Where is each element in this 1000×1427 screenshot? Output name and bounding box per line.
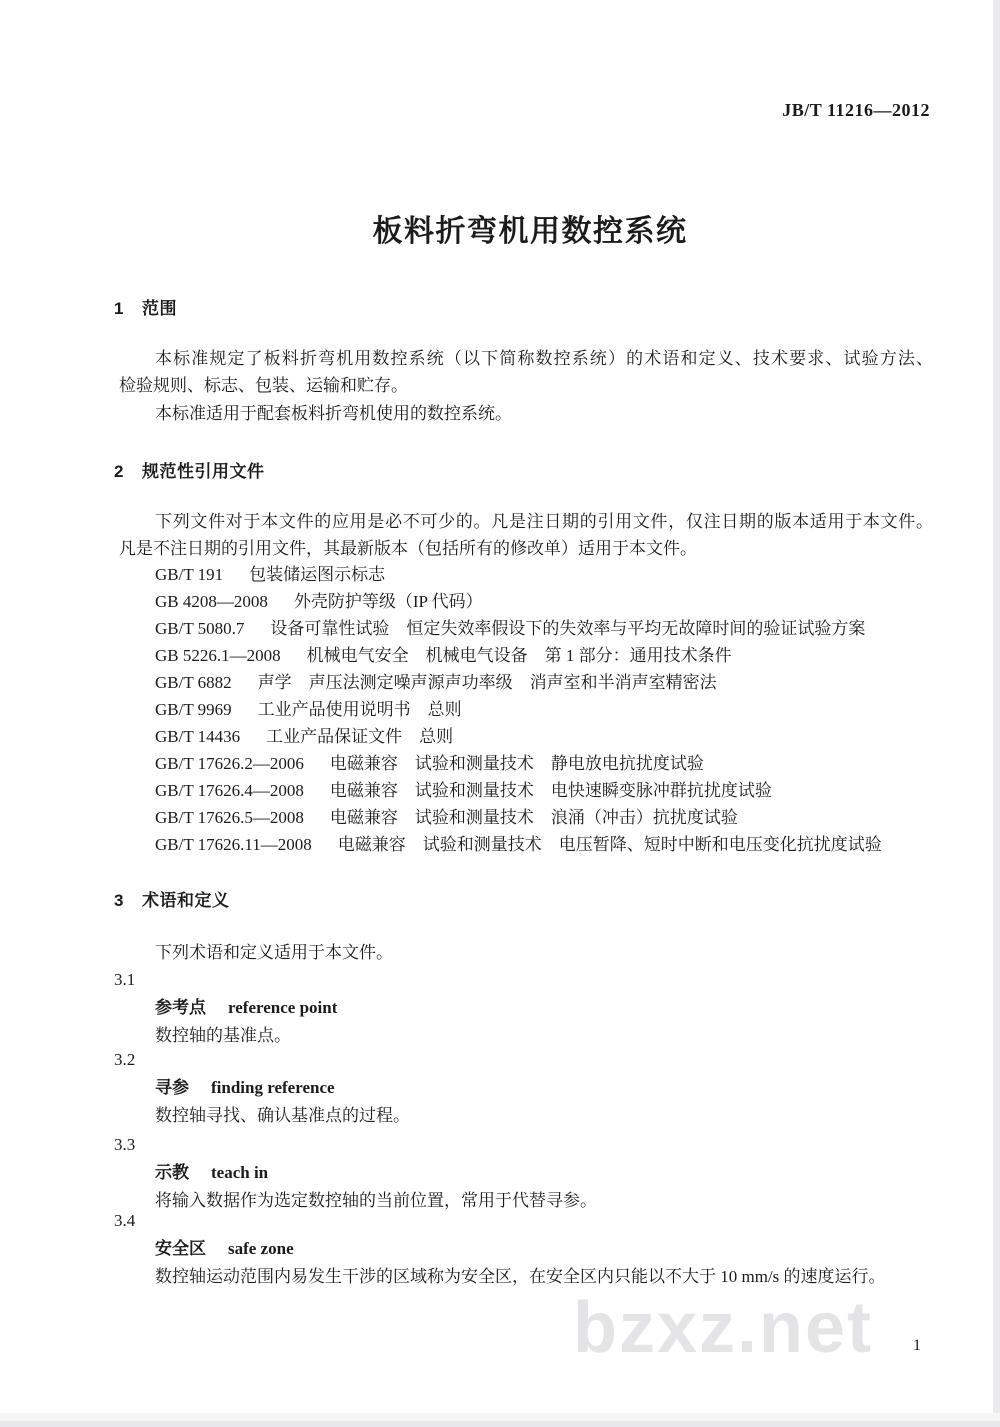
section-1-paragraph-2: 本标准适用于配套板料折弯机使用的数控系统。 bbox=[155, 404, 512, 423]
section-3-number: 3 bbox=[114, 891, 124, 910]
reference-code: GB/T 9969 bbox=[155, 700, 232, 719]
term-definition-text: 数控轴的基准点。 bbox=[155, 1026, 291, 1045]
section-3-title: 术语和定义 bbox=[141, 891, 230, 910]
reference-code: GB/T 17626.5—2008 bbox=[155, 808, 304, 827]
term-name-en: reference point bbox=[228, 998, 338, 1017]
section-1-title: 范围 bbox=[141, 299, 177, 318]
term-name bbox=[0, 1159, 960, 1187]
reference-code: GB/T 17626.4—2008 bbox=[155, 781, 304, 800]
term-name-zh: 参考点 bbox=[155, 998, 206, 1017]
scan-edge-bottom bbox=[0, 1421, 1000, 1427]
reference-code: GB/T 14436 bbox=[155, 727, 241, 746]
term-number: 3.4 bbox=[114, 1211, 136, 1230]
paragraph-line: 检验规则、标志、包装、运输和贮存。 bbox=[119, 376, 408, 395]
term-number: 3.1 bbox=[114, 970, 136, 989]
reference-title: 设备可靠性试验 恒定失效率假设下的失效率与平均无故障时间的验证试验方案 bbox=[270, 619, 866, 638]
reference-title: 电磁兼容 试验和测量技术 电快速瞬变脉冲群抗扰度试验 bbox=[329, 781, 772, 800]
paragraph-line: 本标准规定了板料折弯机用数控系统（以下简称数控系统）的术语和定义、技术要求、试验方法、 bbox=[155, 349, 933, 368]
term-name-zh: 示教 bbox=[155, 1163, 189, 1182]
reference-item bbox=[155, 615, 955, 642]
term-definition-text: 数控轴寻找、确认基准点的过程。 bbox=[155, 1106, 410, 1125]
reference-item bbox=[155, 750, 955, 777]
reference-title: 机械电气安全 机械电气设备 第 1 部分：通用技术条件 bbox=[306, 646, 732, 665]
section-2-title: 规范性引用文件 bbox=[141, 462, 265, 481]
reference-title: 电磁兼容 试验和测量技术 电压暂降、短时中断和电压变化抗扰度试验 bbox=[337, 835, 882, 854]
site-watermark: bzxz.net bbox=[573, 1288, 874, 1368]
section-1-number: 1 bbox=[114, 299, 124, 318]
section-2-heading bbox=[114, 457, 264, 482]
reference-code: GB 4208—2008 bbox=[155, 592, 268, 611]
reference-item bbox=[155, 831, 955, 858]
term-definition-3-1 bbox=[0, 966, 960, 1050]
paragraph-line: 凡是不注日期的引用文件，其最新版本（包括所有的修改单）适用于本文件。 bbox=[119, 539, 697, 558]
term-number: 3.2 bbox=[114, 1050, 136, 1069]
reference-code: GB 5226.1—2008 bbox=[155, 646, 281, 665]
standard-code-header: JB/T 11216—2012 bbox=[782, 100, 930, 120]
term-definition-text: 将输入数据作为选定数控轴的当前位置，常用于代替寻参。 bbox=[155, 1191, 597, 1210]
reference-code: GB/T 191 bbox=[155, 565, 224, 584]
term-name bbox=[0, 1235, 960, 1263]
reference-item bbox=[155, 669, 955, 696]
term-number: 3.3 bbox=[114, 1135, 136, 1154]
term-name-en: teach in bbox=[211, 1163, 269, 1182]
section-1-paragraph-1 bbox=[119, 345, 933, 399]
reference-code: GB/T 17626.2—2006 bbox=[155, 754, 304, 773]
section-2-paragraph-1 bbox=[119, 508, 933, 562]
reference-title: 电磁兼容 试验和测量技术 浪涌（冲击）抗扰度试验 bbox=[329, 808, 738, 827]
term-name-en: safe zone bbox=[228, 1239, 294, 1258]
reference-code: GB/T 17626.11—2008 bbox=[155, 835, 312, 854]
reference-item bbox=[155, 804, 955, 831]
page-number: 1 bbox=[913, 1337, 921, 1354]
term-name bbox=[0, 1074, 960, 1102]
document-title: 板料折弯机用数控系统 bbox=[372, 215, 688, 248]
reference-item bbox=[155, 642, 955, 669]
term-definition-3-2 bbox=[0, 1046, 960, 1130]
term-definition-3-3 bbox=[0, 1131, 960, 1215]
section-3-heading bbox=[114, 886, 229, 911]
reference-code: GB/T 5080.7 bbox=[155, 619, 245, 638]
term-name bbox=[0, 994, 960, 1022]
section-1-heading bbox=[114, 294, 177, 319]
reference-title: 工业产品保证文件 总则 bbox=[266, 727, 454, 746]
paragraph-line: 下列文件对于本文件的应用是必不可少的。凡是注日期的引用文件，仅注日期的版本适用于本文件。 bbox=[155, 512, 933, 531]
reference-code: GB/T 6882 bbox=[155, 673, 232, 692]
term-name-zh: 安全区 bbox=[155, 1239, 206, 1258]
term-definition-text: 数控轴运动范围内易发生干涉的区域称为安全区，在安全区内只能以不大于 10 mm/s 的速度运行。 bbox=[155, 1267, 886, 1286]
reference-item bbox=[155, 777, 955, 804]
reference-title: 包装储运图示标志 bbox=[249, 565, 386, 584]
reference-title: 声学 声压法测定噪声源声功率级 消声室和半消声室精密法 bbox=[257, 673, 717, 692]
term-definition-3-4 bbox=[0, 1207, 960, 1291]
section-2-number: 2 bbox=[114, 462, 124, 481]
reference-item bbox=[155, 588, 955, 615]
section-3-intro: 下列术语和定义适用于本文件。 bbox=[155, 943, 393, 962]
reference-item bbox=[155, 561, 955, 588]
scan-edge-bottom-faint bbox=[0, 1413, 1000, 1421]
reference-title: 电磁兼容 试验和测量技术 静电放电抗扰度试验 bbox=[329, 754, 704, 773]
normative-references-list bbox=[155, 561, 955, 858]
term-name-zh: 寻参 bbox=[155, 1078, 189, 1097]
reference-item bbox=[155, 723, 955, 750]
reference-title: 工业产品使用说明书 总则 bbox=[257, 700, 462, 719]
term-name-en: finding reference bbox=[211, 1078, 335, 1097]
reference-title: 外壳防护等级（IP 代码） bbox=[293, 592, 483, 611]
reference-item bbox=[155, 696, 955, 723]
